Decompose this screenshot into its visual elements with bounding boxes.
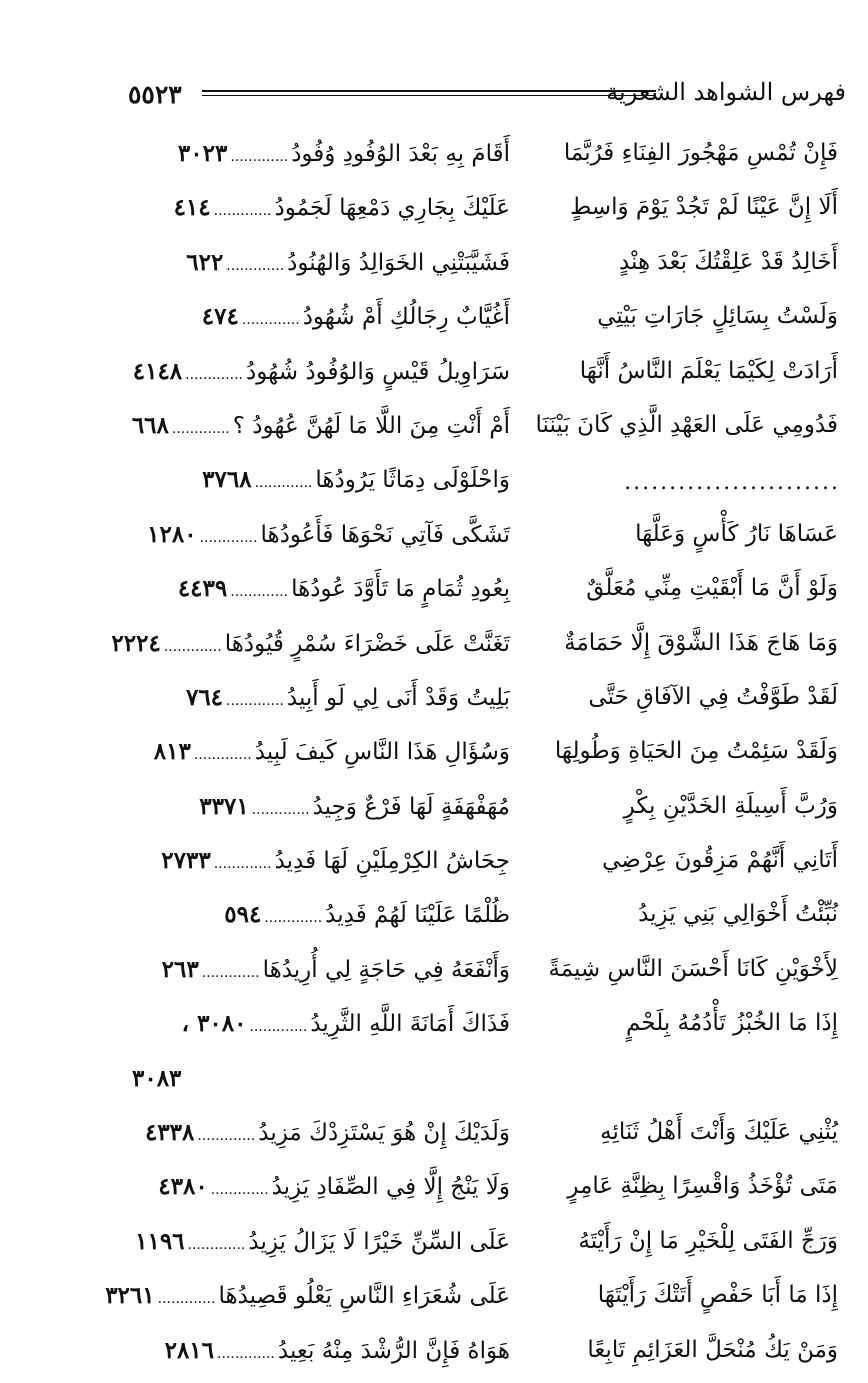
hemistich-text: أَغُيَّابٌ رِجَالُكِ أَمْ شُهُودُ <box>302 304 510 331</box>
leader-dots: ............. <box>226 692 284 709</box>
verse-row <box>0 676 868 730</box>
second-hemistich <box>130 738 510 765</box>
reference-number: ٢٨١٦ <box>164 1336 215 1364</box>
second-hemistich <box>130 956 510 983</box>
hemistich-text: وَلَدَيْكَ إِنْ هُوَ يَسْتَزِدْكَ مَزِيدُ <box>258 1120 510 1147</box>
verse-row <box>0 1165 868 1219</box>
reference-number: ٣٣٧١ <box>199 792 249 820</box>
second-hemistich <box>130 358 510 385</box>
leader-dots: ............. <box>185 366 244 383</box>
hemistich-text: تَشَكَّى فَآتِي نَحْوَهَا فَأَعُودُهَا <box>260 521 510 548</box>
page-number: ٥٥٢٣ <box>128 80 182 109</box>
reference-number: ١٢٨٠ <box>147 520 197 548</box>
leader-dots: ............. <box>254 475 313 492</box>
second-hemistich <box>130 793 510 820</box>
reference-number: ٢٧٣٣ <box>161 847 211 875</box>
second-hemistich <box>130 1119 510 1146</box>
reference-number: ٦٦٨ <box>131 411 169 439</box>
second-hemistich <box>130 249 510 276</box>
reference-number: ٤٣٨٠ <box>158 1173 208 1201</box>
leader-dots: ............. <box>197 1128 256 1145</box>
reference-number: ٤٤٣٩ <box>177 575 228 603</box>
verse-index-list <box>0 132 868 1383</box>
verse-row <box>0 948 868 1002</box>
verse-row <box>0 458 868 512</box>
verse-row <box>0 404 868 458</box>
reference-number: ٢٦٣ <box>161 955 199 983</box>
reference-number: ٢٢٢٤ <box>111 629 161 657</box>
leader-dots: ............. <box>217 1345 275 1362</box>
leader-dots: ............. <box>187 1236 246 1253</box>
first-hemistich: إِذَا مَا أَبَا حَفْصٍ أَتَتْكَ رَأَيْتَهَا <box>597 1282 838 1309</box>
hemistich-text: ظُلْمًا عَلَيْنَا لَهُمْ فَدِيدُ <box>325 902 510 929</box>
first-hemistich: إِذَا مَا الخُبْزُ تَأْدُمُهُ بِلَحْمٍ <box>626 1010 838 1037</box>
hemistich-text: عَلَى السِّنِّ خَيْرًا لَا يَزَالُ يَزِيدُ <box>248 1228 510 1255</box>
reference-number: ٤١٤ <box>173 194 211 222</box>
leader-dots: ............. <box>213 203 272 220</box>
leader-dots: ............. <box>163 638 222 655</box>
second-hemistich <box>130 1010 510 1037</box>
page-header <box>128 78 846 114</box>
second-hemistich <box>130 303 510 330</box>
first-hemistich: أَخَالِدُ قَدْ عَلِقْتُكَ بَعْدَ هِنْدٍ <box>618 248 838 275</box>
second-hemistich <box>130 1337 510 1364</box>
first-hemistich: وَمَا هَاجَ هَذَا الشَّوْقَ إِلَّا حَمَامَةٌ <box>564 629 838 656</box>
verse-row <box>0 1220 868 1274</box>
second-hemistich <box>130 466 510 493</box>
hemistich-text: تَغَنَّتْ عَلَى خَضْرَاءَ سُمْرٍ قُيُودُهَا <box>224 630 510 657</box>
leader-dots: ............. <box>193 747 252 764</box>
first-hemistich: وَلَقَدْ سَئِمْتُ مِنَ الحَيَاةِ وَطُولِهَا <box>554 738 838 765</box>
leader-dots: ............. <box>213 856 272 873</box>
second-hemistich <box>130 140 510 167</box>
hemistich-text: وَسُؤَالِ هَذَا النَّاسِ كَيفَ لَبِيدُ <box>254 739 510 766</box>
reference-number: ٤٣٣٨ <box>144 1119 195 1147</box>
first-hemistich: نُبِّئْتُ أَخْوَالِي بَنِي يَزِيدُ <box>638 901 838 928</box>
first-hemistich: وَرَجِّ الفَتَى لِلْخَيْرِ مَا إِنْ رَأَيْتَهُ <box>578 1227 838 1254</box>
hemistich-text: عَلَى شُعَرَاءِ النَّاسِ يَعْلُو قَصِيدُهَا <box>218 1283 510 1310</box>
hemistich-text: وَلَا يَنْجُ إِلَّا فِي الصِّفَادِ يَزِيدُ <box>271 1174 510 1201</box>
verse-row <box>0 513 868 567</box>
first-hemistich: لَقَدْ طَوَّفْتُ فِي الآفَاقِ حَتَّى <box>588 683 838 710</box>
leader-dots: ............. <box>230 584 289 601</box>
second-hemistich <box>130 1228 510 1255</box>
first-hemistich: أَتَانِي أَنَّهُمْ مَزِقُونَ عِرْضِي <box>602 847 838 874</box>
verse-row <box>0 1002 868 1056</box>
hemistich-text: فَشَيَّبَتْنِي الخَوَالِدُ وَالهُنُودُ <box>287 249 510 276</box>
first-hemistich: مَتَى تُؤْخَذُ وَاقْسِرًا بِظِنَّةِ عَامِرٍ <box>567 1173 838 1200</box>
reference-number: ٤١٤٨ <box>132 357 183 385</box>
verse-row <box>0 893 868 947</box>
omitted-hemistich: ........................ <box>624 470 840 496</box>
first-hemistich: وَمَنْ يَكُ مُنْحَلَّ العَزَائِمِ تَابِعًا <box>587 1336 838 1363</box>
hemistich-text: وَأَنْفَعَهُ فِي حَاجَةٍ لِي أُرِيدُهَا <box>262 956 510 983</box>
verse-row <box>0 186 868 240</box>
hemistich-text: عَلَيْكَ بِجَارِي دَمْعِهَا لَجَمُودُ <box>274 195 510 222</box>
reference-number: ٤٧٤ <box>201 303 239 331</box>
second-hemistich <box>130 901 510 928</box>
hemistich-text: أَقَامَ بِهِ بَعْدَ الوُفُودِ وُفُودُ <box>291 141 510 167</box>
verse-row <box>0 622 868 676</box>
verse-row <box>0 350 868 404</box>
reference-number: ٥٩٤ <box>224 901 262 929</box>
reference-number: ٣٠٨٣ <box>132 1064 182 1092</box>
reference-number: ٣٠٨٠ ، <box>181 1010 247 1038</box>
verse-row <box>0 730 868 784</box>
verse-row <box>0 295 868 349</box>
reference-number: ١١٩٦ <box>135 1227 185 1255</box>
second-hemistich <box>130 521 510 548</box>
leader-dots: ............. <box>251 801 310 818</box>
first-hemistich: وَرُبَّ أَسِيلَةِ الخَدَّيْنِ بِكْرٍ <box>623 792 838 819</box>
verse-row <box>0 1057 868 1111</box>
second-hemistich <box>130 847 510 874</box>
reference-number: ٧٦٤ <box>185 683 224 711</box>
leader-dots: ............. <box>199 529 258 546</box>
leader-dots: ............. <box>201 964 260 981</box>
first-hemistich: فَدُومِي عَلَى العَهْدِ الَّذِي كَانَ بَيْنَنَا <box>535 411 838 438</box>
reference-number: ٣٧٦٨ <box>202 466 252 494</box>
first-hemistich: وَلَوْ أَنَّ مَا أَبْقَيْتِ مِنِّي مُعَلَّقٌ <box>586 575 838 602</box>
hemistich-text: أَمْ أَنْتِ مِنَ اللَّا مَا لَهُنَّ عُهُودُ ؟ <box>232 412 510 439</box>
second-hemistich <box>111 629 510 657</box>
second-hemistich <box>130 575 510 602</box>
leader-dots: ............. <box>264 910 323 927</box>
header-rule <box>202 90 656 96</box>
reference-number: ٣٢٦١ <box>105 1282 155 1310</box>
second-hemistich <box>130 194 510 221</box>
second-hemistich <box>130 1173 510 1200</box>
first-hemistich: عَسَاهَا نَارُ كَأْسٍ وَعَلَّهَا <box>635 520 838 547</box>
verse-row <box>0 839 868 893</box>
leader-dots: ............. <box>210 1182 269 1199</box>
hemistich-text: مُهَفْهَفَةٍ لَهَا فَرْعٌ وَجِيدُ <box>312 793 510 820</box>
first-hemistich: أَلَا إِنَّ عَيْنًا لَمْ تَجُدْ يَوْمَ وَاسِطٍ <box>569 194 838 221</box>
first-hemistich: أَرَادَتْ لِكَيْمَا يَعْلَمَ النَّاسُ أَنَّهَا <box>579 357 838 384</box>
verse-row <box>0 567 868 621</box>
hemistich-text: هَوَاهُ فَإِنَّ الرُّشْدَ مِنْهُ بَعِيدُ <box>277 1337 510 1364</box>
hemistich-text: بَلِيتُ وَقَدْ أَنَى لِي لَو أَبِيدُ <box>286 684 510 711</box>
first-hemistich: وَلَسْتُ بِسَائِلٍ جَارَاتِ بَيْتِي <box>597 303 838 330</box>
reference-number: ٣٠٢٣ <box>177 140 228 167</box>
second-hemistich <box>130 684 510 711</box>
verse-row <box>0 785 868 839</box>
verse-row <box>0 132 868 186</box>
leader-dots: ............. <box>249 1019 308 1036</box>
hemistich-text: بِعُودِ ثُمَامٍ مَا تَأَوَّدَ عُودُهَا <box>291 576 510 603</box>
hemistich-text: فَذَاكَ أَمَانَةَ اللَّهِ الثَّرِيدُ <box>310 1011 510 1038</box>
leader-dots: ............. <box>226 257 285 274</box>
verse-row <box>0 1274 868 1328</box>
hemistich-text: سَرَاوِيلُ قَيْسٍ وَالوُفُودُ شُهُودُ <box>246 358 510 385</box>
reference-number: ٨١٣ <box>153 738 191 766</box>
leader-dots: ............. <box>171 420 230 437</box>
second-hemistich <box>130 412 510 439</box>
leader-dots: ............. <box>241 312 300 329</box>
verse-row <box>0 241 868 295</box>
second-hemistich <box>105 1282 510 1310</box>
page-title: فهرس الشواهد الشعرية <box>606 78 846 106</box>
leader-dots: ............. <box>230 149 289 165</box>
leader-dots: ............. <box>157 1291 216 1308</box>
first-hemistich: فَإِنْ تُمْسِ مَهْجُورَ الفِنَاءِ فَرُبَّمَا <box>563 140 838 166</box>
reference-number: ٦٢٢ <box>186 248 224 276</box>
first-hemistich: لِأَخْوَيْنِ كَانَا أَحْسَنَ النَّاسِ شِيمَةً <box>548 955 838 982</box>
first-hemistich: يُثْنِي عَلَيْكَ وَأَنْتَ أَهْلُ ثَنَائِهِ <box>600 1119 838 1146</box>
verse-row <box>0 1329 868 1383</box>
hemistich-text: وَاحْلَوْلَى دِمَاثًا يَرُودُهَا <box>315 467 510 494</box>
hemistich-text: جِحَاشُ الكِرْمِلَيْنِ لَهَا فَدِيدُ <box>274 848 510 875</box>
verse-row <box>0 1111 868 1165</box>
